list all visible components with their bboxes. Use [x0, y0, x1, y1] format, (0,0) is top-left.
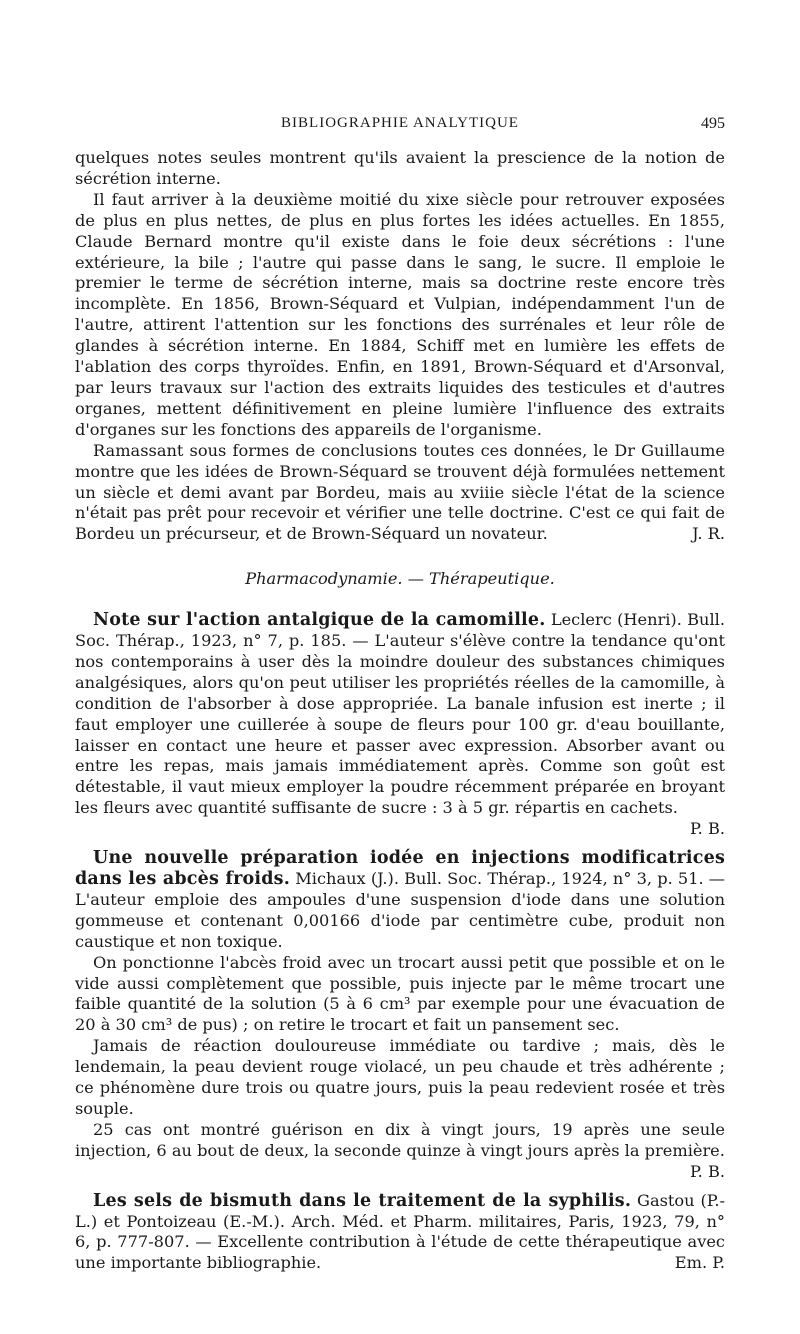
section-title: Pharmacodynamie. — Thérapeutique.	[245, 569, 555, 589]
bibliography-entry	[75, 848, 725, 1183]
intro-paragraph-3	[75, 441, 725, 546]
intro-paragraph-3-text: Ramassant sous formes de conclusions toutes ces données, le Dr Guillaume montre que les idées de Brown-Séquard se trouvent déjà formulées nettement un siècle et demi avant par Bordeu, mais au xviiie siècle l'état de la science n'était pas prêt pour recevoir et vérifier une telle doctrine. C'est ce qui fait de Bordeu un précurseur, et de Brown-Séquard un novateur.	[75, 440, 725, 544]
intro-paragraph-1: quelques notes seules montrent qu'ils avaient la prescience de la notion de sécrétion interne.	[75, 148, 725, 188]
signature: J. R.	[692, 524, 725, 544]
entry-reference: Gastou (P.-L.) et Pontoizeau (E.-M.). Arch. Méd. et Pharm. militaires, Paris, 1923, 79, n° 6, p. 777-807. — Excellente contribution à l'étude de cette thérapeutique avec une importante bibliographie.	[75, 1190, 725, 1273]
page-body	[75, 148, 725, 1274]
intro-paragraph-2: Il faut arriver à la deuxième moitié du xixe siècle pour retrouver exposées de plus en plus nettes, de plus en plus fortes les idées actuelles. En 1855, Claude Bernard montre qu'il existe dans le foie deux sécrétions : l'une extérieure, la bile ; l'autre qui passe dans le sang, le sucre. Il emploie le premier le terme de sécrétion interne, mais sa doctrine reste encore très incomplète. En 1856, Brown-Séquard et Vulpian, indépendamment l'un de l'autre, attirent l'attention sur les fonctions des surrénales et leur rôle de glandes à sécrétion interne. En 1884, Schiff met en lumière les effets de l'ablation des corps thyroïdes. Enfin, en 1891, Brown-Séquard et d'Arsonval, par leurs travaux sur l'action des extraits liquides des testicules et d'autres organes, mettent définitivement en pleine lumière l'influence des extraits d'organes sur les fonctions des appareils de l'organisme.	[75, 189, 725, 439]
running-head: BIBLIOGRAPHIE ANALYTIQUE	[281, 115, 519, 131]
signature: P. B.	[690, 1161, 725, 1181]
signature: Em. P.	[674, 1253, 725, 1273]
entry-paragraph: Jamais de réaction douloureuse immédiate ou tardive ; mais, dès le lendemain, la peau devient rouge violacé, un peu chaude et très adhérente ; ce phénomène dure trois ou quatre jours, puis la peau redevient rosée et très souple.	[75, 1036, 725, 1118]
bibliography-entry	[75, 610, 725, 840]
entry-text	[75, 610, 725, 839]
entry-text	[75, 1191, 725, 1275]
page-number: 495	[701, 115, 725, 132]
entry-title: Les sels de bismuth dans le traitement de la syphilis.	[93, 1190, 632, 1211]
entry-title: Note sur l'action antalgique de la camomille.	[93, 610, 546, 631]
bibliography-entry	[75, 1191, 725, 1275]
entry-paragraph: 25 cas ont montré guérison en dix à vingt jours, 19 après une seule injection, 6 au bout de deux, la seconde quinze à vingt jours après la première.	[75, 1119, 725, 1160]
entry-reference: Michaux (J.). Bull. Soc. Thérap., 1924, n° 3, p. 51. — L'auteur emploie des ampoules d'une suspension d'iode dans une solution gommeuse et contenant 0,00166 d'iode par centimètre cube, produit non caustique et non toxique.	[75, 869, 725, 951]
signature: P. B.	[690, 819, 725, 839]
page-header	[75, 115, 725, 137]
entry-paragraph: On ponctionne l'abcès froid avec un trocart aussi petit que possible et on le vide aussi complètement que possible, puis injecte par le même trocart une faible quantité de la solution (5 à 6 cm³ par exemple pour une évacuation de 20 à 30 cm³ de pus) ; on retire le trocart et fait un pansement sec.	[75, 952, 725, 1035]
entry-reference: Leclerc (Henri). Bull. Soc. Thérap., 1923, n° 7, p. 185. — L'auteur s'élève contre la tendance qu'ont nos contemporains à user dès la moindre douleur des substances chimiques analgésiques, alors qu'on peut utiliser les propriétés réelles de la camomille, à condition de l'absorber à dose appropriée. La banale infusion est inerte ; il faut employer une cuillerée à soupe de fleurs pour 100 gr. d'eau bouillante, laisser en contact une heure et passer avec expression. Absorber avant ou entre les repas, mais jamais immédiatement après. Comme son goût est détestable, il vaut mieux employer la poudre récemment préparée en broyant les fleurs avec quantité suffisante de sucre : 3 à 5 gr. répartis en cachets.	[75, 610, 725, 818]
entry-title: Une nouvelle préparation iodée en injections modificatrices dans les abcès froids.	[75, 848, 725, 889]
entry-text	[75, 848, 725, 953]
